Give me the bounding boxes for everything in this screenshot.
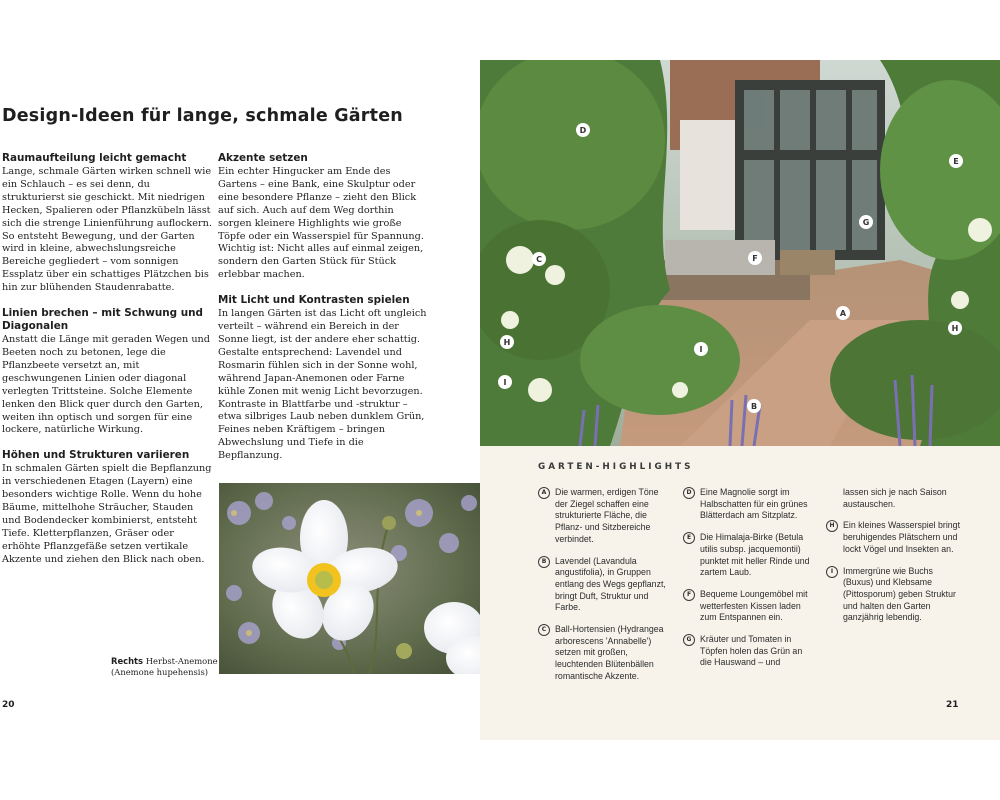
photo-caption <box>111 656 221 678</box>
highlight-continuation <box>826 487 960 510</box>
section-heading: Raumaufteilung leicht gemacht <box>2 152 187 164</box>
text-column-left <box>2 152 212 579</box>
section-heading: Mit Licht und Kontrasten spielen <box>218 294 410 307</box>
section-body: In schmalen Gärten spielt die Bepflanzung in verschiedenen Etagen (Layern) eine besonders wichtige Rolle. Wenn du hohe Bäume, mittelhohe Sträucher, Stauden und Bodendecker kombinierst, entsteht Tiefe. Kletterpflanzen, Gräser oder erhöhte Pflanzgefäße setzen vertikale Akzente und ziehen den Blick nach oben. <box>2 463 212 565</box>
highlight-text: Die Himalaja-Birke (Betula utilis subsp. jacquemontii) punktet mit heller Rinde und zartem Laub. <box>700 532 810 578</box>
section-hoehen-strukturen <box>2 449 212 566</box>
highlight-letter-badge: D <box>683 487 695 499</box>
highlights-column-3 <box>826 487 960 634</box>
svg-text:A: A <box>839 309 847 318</box>
highlight-item <box>683 634 815 669</box>
highlight-text: Ball-Hortensien (Hydrangea arborescens 'Annabelle') setzen mit großen, leuchtenden Blütenbällen romantische Akzente. <box>555 624 664 681</box>
section-heading: Akzente setzen <box>218 152 308 164</box>
svg-text:E: E <box>953 157 959 166</box>
svg-text:F: F <box>752 254 758 263</box>
section-heading: Höhen und Strukturen variieren <box>2 449 190 462</box>
svg-text:I: I <box>699 345 703 354</box>
highlight-item <box>826 566 960 625</box>
page-number-right: 21 <box>946 700 959 710</box>
highlight-item <box>538 556 670 615</box>
highlight-letter-badge: C <box>538 624 550 636</box>
highlight-text: Lavendel (Lavandula angustifolia), in Gruppen entlang des Wegs gepflanzt, bringt Duft, Struktur und Farbe. <box>555 555 666 613</box>
svg-text:G: G <box>862 218 870 227</box>
section-akzente <box>218 152 428 282</box>
section-body: In langen Gärten ist das Licht oft ungleich verteilt – während ein Bereich in der Sonne liegt, ist der andere eher schattig. Gestalte entsprechend: Lavendel und Rosmarin fühlen sich in der Sonne wohl, während Japan-Anemonen oder Farne kühle Zonen mit wenig Licht bevorzugen. Kontraste in Blattfarbe und -struktur – etwa silbriges Laub neben dunklem Grün, Feines neben Kräftigem – bringen Abwechslung und Tiefe in die Bepflanzung. <box>218 308 427 462</box>
highlight-item <box>683 532 815 579</box>
highlight-text: Kräuter und Tomaten in Töpfen holen das Grün an die Hauswand – und <box>700 634 803 668</box>
svg-text:H: H <box>951 324 959 333</box>
svg-text:D: D <box>579 126 587 135</box>
highlight-text: Die warmen, erdigen Töne der Ziegel schaffen eine strukturierte Fläche, die Pflanz- und Sitzbereiche verbindet. <box>555 487 659 544</box>
caption-label: Rechts <box>111 656 144 666</box>
highlight-letter-badge: B <box>538 556 550 568</box>
highlight-text: Eine Magnolie sorgt im Halbschatten für ein grünes Blätterdach am Sitzplatz. <box>700 487 808 521</box>
highlight-text: Bequeme Loungemöbel mit wetterfesten Kissen laden zum Entspannen ein. <box>700 588 808 623</box>
caption-latin: (Anemone hupehensis) <box>111 667 209 677</box>
section-linien-brechen <box>2 307 212 437</box>
highlight-letter-badge: I <box>826 566 838 578</box>
highlight-letter-badge: F <box>683 589 695 601</box>
page-number-left: 20 <box>2 700 15 710</box>
highlights-title: GARTEN-HIGHLIGHTS <box>538 462 694 472</box>
highlight-text: Ein kleines Wasserspiel bringt beruhigendes Plätschern und lockt Vögel und Insekten an. <box>843 520 961 554</box>
highlight-letter-badge: E <box>683 532 695 544</box>
highlight-text: lassen sich je nach Saison austauschen. <box>843 487 947 509</box>
section-heading: Linien brechen – mit Schwung und Diagonalen <box>2 307 203 333</box>
svg-text:H: H <box>503 338 511 347</box>
svg-text:B: B <box>750 402 758 411</box>
anemone-photo <box>219 483 480 674</box>
svg-text:I: I <box>503 378 507 387</box>
section-body: Lange, schmale Gärten wirken schnell wie ein Schlauch – es sei denn, du strukturierst sie geschickt. Mit niedrigen Hecken, Spalieren oder Pflanzkübeln lässt sich die strenge Linienführung auflockern. So entsteht Bewegung, und der Garten wird in kleine, abwechslungsreiche Bereiche gegliedert – vom sonnigen Essplatz über ein schattiges Plätzchen bis hin zur blühenden Staudenrabatte. <box>2 166 212 294</box>
section-raumaufteilung <box>2 152 212 295</box>
highlight-letter-badge: A <box>538 487 550 499</box>
highlight-item <box>826 520 960 555</box>
highlight-item <box>538 624 670 683</box>
section-body: Anstatt die Länge mit geraden Wegen und Beeten noch zu betonen, lege die Pflanzbeete versetzt an, mit geschwungenen Linien oder diagonal verlegten Trittsteine. Solche Elemente lenken den Blick quer durch den Garten, weiten ihn optisch und sorgen für eine lockere, natürliche Wirkung. <box>2 334 210 436</box>
caption-name: Herbst-Anemone <box>145 656 218 666</box>
highlight-letter-badge: G <box>683 634 695 646</box>
section-licht-kontraste <box>218 294 428 463</box>
highlight-text: Immergrüne wie Buchs (Buxus) und Klebsame (Pittosporum) geben Struktur und halten den Garten ganzjährig lebendig. <box>843 565 956 623</box>
highlight-letter-badge: H <box>826 520 838 532</box>
highlights-column-1 <box>538 487 670 693</box>
section-body: Ein echter Hingucker am Ende des Gartens – eine Bank, eine Skulptur oder eine besondere Pflanze – zieht den Blick auf sich. Auch auf dem Weg dorthin sorgen kleinere Highlights wie große Töpfe oder ein Wasserspiel für Spannung. Wichtig ist: Nicht alles auf einmal zeigen, sondern den Garten Stück für Stück erlebbar machen. <box>218 166 424 281</box>
text-column-right <box>218 152 428 475</box>
highlight-item <box>683 589 815 624</box>
page-title: Design-Ideen für lange, schmale Gärten <box>2 106 403 126</box>
highlight-item <box>683 487 815 522</box>
highlights-column-2 <box>683 487 815 679</box>
svg-text:C: C <box>536 255 542 264</box>
garden-photo <box>480 60 1000 446</box>
highlight-item <box>538 487 670 546</box>
